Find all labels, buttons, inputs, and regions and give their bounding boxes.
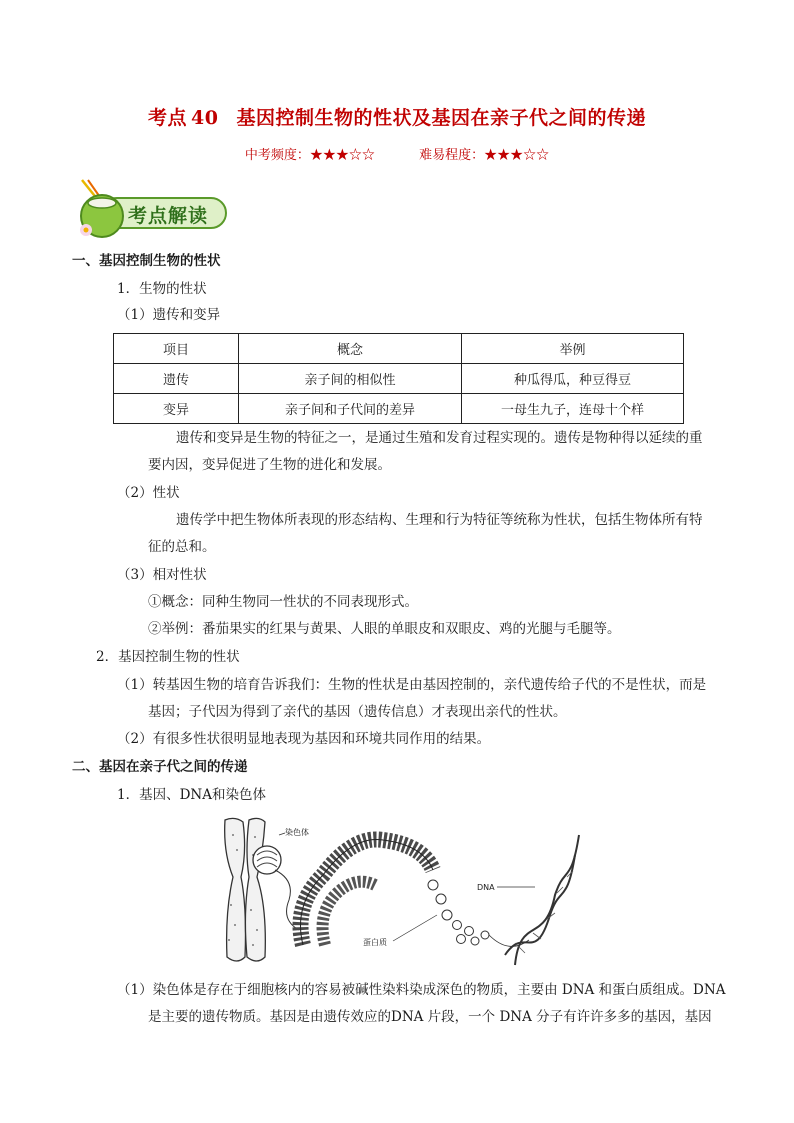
badge-text: 考点解读 <box>128 205 209 227</box>
heading-1-1-3: （3）相对性状 <box>117 567 207 583</box>
chromosome-dna-figure <box>215 815 585 970</box>
table-header: 项目 <box>114 334 239 364</box>
difficulty-bar <box>0 144 794 163</box>
title-prefix: 考点 <box>148 107 188 129</box>
heading-section-2: 二、基因在亲子代之间的传递 <box>72 759 248 775</box>
heading-1-1-1: （1）遗传和变异 <box>117 307 221 323</box>
table-cell: 变异 <box>114 394 239 424</box>
table-cell: 遗传 <box>114 364 239 394</box>
paragraph-line: （1）染色体是存在于细胞核内的容易被碱性染料染成深色的物质，主要由 DNA 和蛋白质组成。DNA <box>117 982 726 998</box>
label-dna: DNA <box>477 883 495 892</box>
section-badge <box>72 178 230 238</box>
table-cell: 亲子间和子代间的差异 <box>239 394 462 424</box>
paragraph-line: 遗传和变异是生物的特征之一，是通过生殖和发育过程实现的。遗传是物种得以延续的重 <box>176 430 703 446</box>
heading-section-1: 一、基因控制生物的性状 <box>72 253 221 269</box>
paragraph-line: 是主要的遗传物质。基因是由遗传效应的DNA 片段，一个 DNA 分子有许许多多的基因，基因 <box>148 1009 712 1025</box>
page-title <box>0 103 794 130</box>
table-row <box>114 394 684 424</box>
table-cell: 种瓜得瓜，种豆得豆 <box>462 364 684 394</box>
heading-2-1: 1．基因、DNA和染色体 <box>117 787 266 803</box>
genetics-table <box>113 333 684 424</box>
freq-stars: ★★★☆☆ <box>309 148 375 163</box>
label-chromosome: 染色体 <box>285 828 309 837</box>
label-protein: 蛋白质 <box>363 938 387 947</box>
diff-stars: ★★★☆☆ <box>484 148 550 163</box>
paragraph-line: ②举例：番茄果实的红果与黄果、人眼的单眼皮和双眼皮、鸡的光腿与毛腿等。 <box>148 621 621 637</box>
title-text: 基因控制生物的性状及基因在亲子代之间的传递 <box>236 107 646 129</box>
paragraph-line: 要内因，变异促进了生物的进化和发展。 <box>148 457 391 473</box>
paragraph-line: 征的总和。 <box>148 539 216 555</box>
diff-label: 难易程度： <box>419 148 485 163</box>
paragraph-line: （1）转基因生物的培育告诉我们：生物的性状是由基因控制的，亲代遗传给子代的不是性状，而是 <box>117 677 707 693</box>
table-header: 概念 <box>239 334 462 364</box>
chromosome-dna-illustration <box>215 815 585 970</box>
heading-1-1-2: （2）性状 <box>117 485 180 501</box>
table-header: 举例 <box>462 334 684 364</box>
heading-1-2: 2．基因控制生物的性状 <box>96 649 240 665</box>
title-number: 40 <box>191 107 219 129</box>
table-header-row <box>114 334 684 364</box>
heading-1-1: 1．生物的性状 <box>117 281 207 297</box>
freq-label: 中考频度： <box>244 148 310 163</box>
paragraph-line: （2）有很多性状很明显地表现为基因和环境共同作用的结果。 <box>117 731 491 747</box>
table-row <box>114 364 684 394</box>
paragraph-line: 遗传学中把生物体所表现的形态结构、生理和行为特征等统称为性状，包括生物体所有特 <box>176 512 703 528</box>
table-cell: 亲子间的相似性 <box>239 364 462 394</box>
paragraph-line: ①概念：同种生物同一性状的不同表现形式。 <box>148 594 418 610</box>
table-cell: 一母生九子，连母十个样 <box>462 394 684 424</box>
paragraph-line: 基因；子代因为得到了亲代的基因（遗传信息）才表现出亲代的性状。 <box>148 704 567 720</box>
